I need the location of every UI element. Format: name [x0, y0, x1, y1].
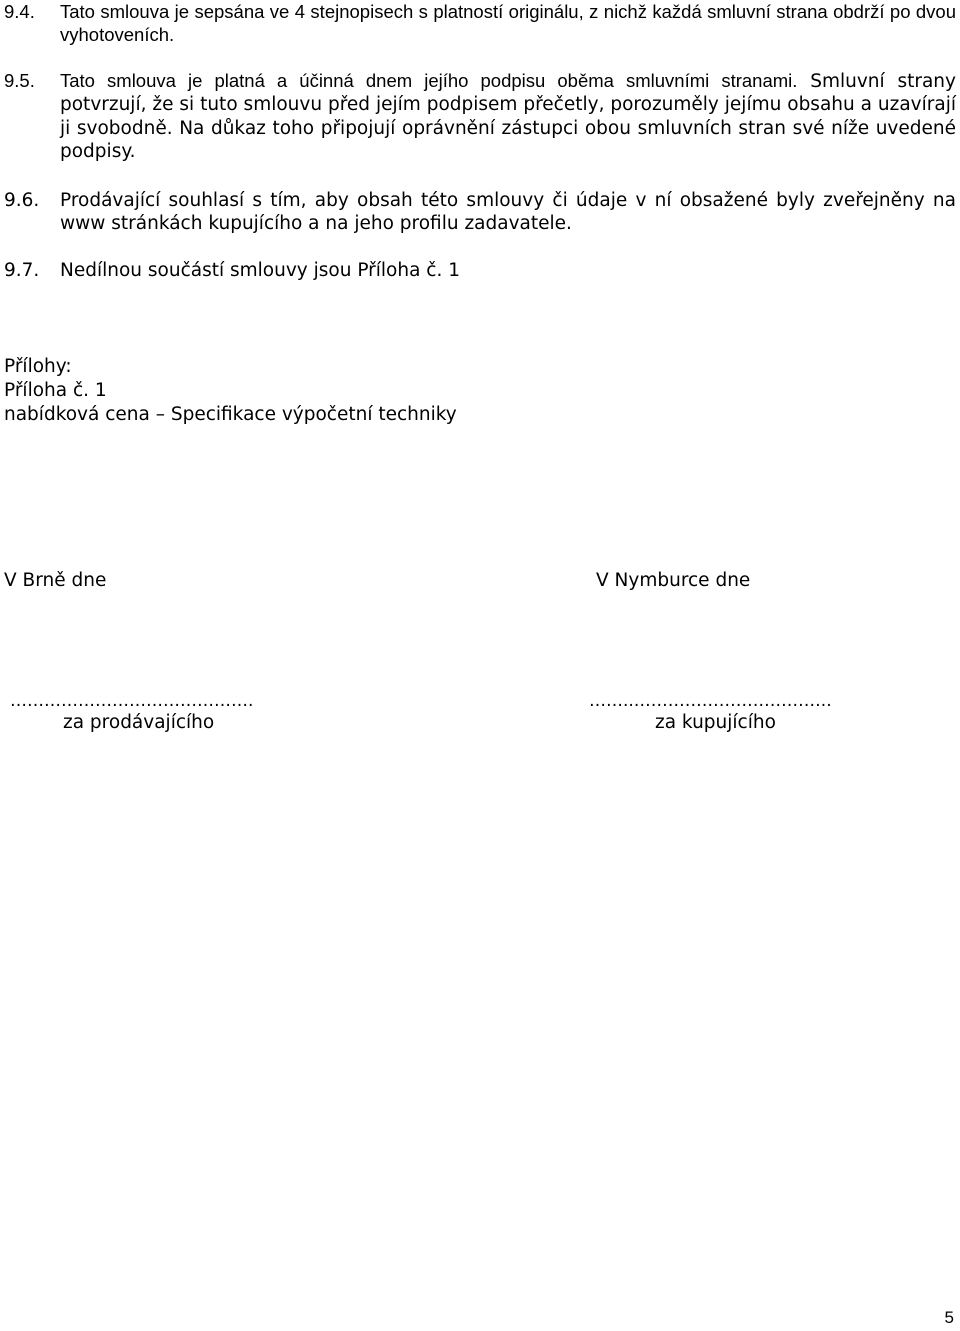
clause-9-6	[4, 189, 956, 236]
clause-text-lead: Tato smlouva je platná a účinná dnem jejího podpisu oběma smluvními stranami.	[60, 70, 798, 91]
signature-right-role: za kupujícího	[655, 712, 776, 733]
clause-9-7	[4, 259, 956, 282]
clause-number: 9.4.	[4, 1, 35, 22]
clause-text	[60, 69, 956, 164]
signature-left-role: za prodávajícího	[63, 712, 215, 733]
signature-right-line: ……..……………………………..	[589, 691, 832, 711]
attachment-description: nabídková cena – Specifikace výpočetní techniky	[4, 404, 457, 425]
signature-left-line: …………………………………….	[10, 691, 254, 711]
clause-number: 9.6.	[4, 190, 40, 211]
clause-number: 9.7.	[4, 260, 40, 281]
clause-text: Tato smlouva je sepsána ve 4 stejnopisech s platností originálu, z nichž každá smluvní strana obdrží po dvou vyhotoveních.	[60, 1, 956, 46]
clause-9-4	[4, 0, 956, 47]
page-number: 5	[944, 1308, 954, 1327]
attachment-label: Příloha č. 1	[4, 380, 107, 401]
clause-text: Prodávající souhlasí s tím, aby obsah této smlouvy či údaje v ní obsažené byly zveřejněny na www stránkách kupujícího a na jeho profilu zadavatele.	[60, 190, 956, 235]
attachments-heading: Přílohy:	[4, 356, 72, 377]
signature-left-place-date: V Brně dne	[4, 570, 107, 591]
clause-text: Nedílnou součástí smlouvy jsou Příloha č. 1	[60, 260, 460, 281]
clause-9-5	[4, 69, 956, 164]
clause-text-rest: Smluvní strany potvrzují, že si tuto smlouvu před jejím podpisem přečetly, porozuměly jejímu obsahu a uzavírají ji svobodně. Na důkaz toho připojují oprávnění zástupci obou smluvních stran své níže uvedené podpisy.	[60, 71, 956, 163]
clause-number: 9.5.	[4, 70, 35, 91]
signature-right-place-date: V Nymburce dne	[596, 570, 751, 591]
